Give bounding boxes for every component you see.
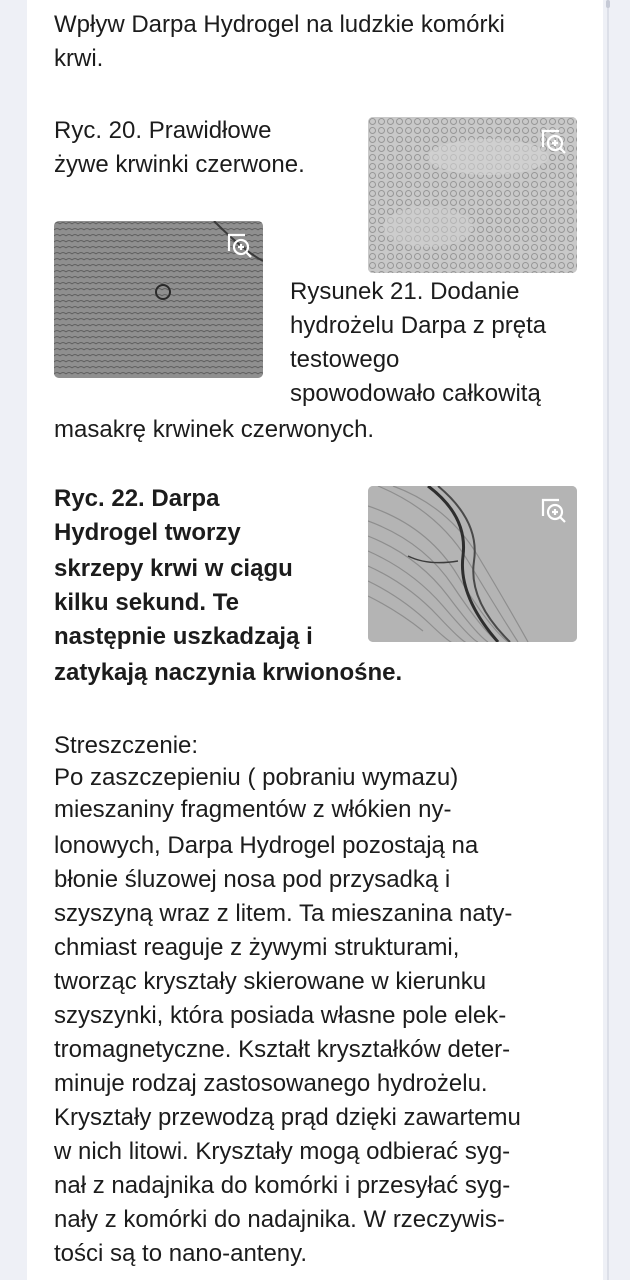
summary-line: Kryształy przewodzą prąd dzięki zawartemu — [54, 1104, 521, 1131]
fig22-caption-line-2: Hydrogel tworzy — [54, 519, 241, 546]
summary-line: lonowych, Darpa Hydrogel pozostają na — [54, 832, 479, 859]
summary-line: Po zaszczepieniu ( pobraniu wymazu) — [54, 764, 459, 791]
fig21-image[interactable] — [54, 221, 263, 378]
fig22-caption-line-6: zatykają naczynia krwionośne. — [54, 659, 403, 686]
fig21-caption-line-4: spowodowało całkowitą — [290, 380, 541, 407]
fig20-caption-line-2: żywe krwinki czerwone. — [54, 151, 305, 178]
summary-line: szyszyną wraz z litem. Ta mieszanina naty- — [54, 900, 513, 927]
summary-line: tości są to nano-anteny. — [54, 1240, 308, 1267]
fig22-caption-line-4: kilku sekund. Te — [54, 589, 239, 616]
summary-line: tworząc kryształy skierowane w kierunku — [54, 968, 487, 995]
fig20-image[interactable] — [368, 117, 577, 273]
summary-heading: Streszczenie: — [54, 732, 199, 759]
summary-line: nał z nadajnika do komórki i przesyłać syg- — [54, 1172, 511, 1199]
article-page — [27, 0, 603, 1280]
fig21-caption-line-1: Rysunek 21. Dodanie — [290, 278, 520, 305]
intro-line-1: Wpływ Darpa Hydrogel na ludzkie komórki — [54, 11, 505, 38]
fig20-caption-line-1: Ryc. 20. Prawidłowe — [54, 117, 272, 144]
summary-line: mieszaniny fragmentów z włókien ny- — [54, 796, 452, 823]
summary-line: błonie śluzowej nosa pod przysadką i — [54, 866, 451, 893]
scrollbar-thumb[interactable] — [606, 0, 610, 8]
fig21-caption-line-2: hydrożelu Darpa z pręta — [290, 312, 547, 339]
intro-line-2: krwi. — [54, 45, 104, 72]
zoom-in-icon[interactable] — [539, 127, 567, 155]
fig22-image[interactable] — [368, 486, 577, 642]
summary-line: minuje rodzaj zastosowanego hydrożelu. — [54, 1070, 488, 1097]
zoom-in-icon[interactable] — [539, 496, 567, 524]
summary-line: chmiast reaguje z żywymi strukturami, — [54, 934, 460, 961]
summary-line: szyszynki, która posiada własne pole elek- — [54, 1002, 507, 1029]
fig22-caption-line-1: Ryc. 22. Darpa — [54, 485, 220, 512]
fig22-caption-line-3: skrzepy krwi w ciągu — [54, 555, 293, 582]
fig21-caption-line-3: testowego — [290, 346, 400, 373]
zoom-in-icon[interactable] — [225, 231, 253, 259]
fig21-caption-tail: masakrę krwinek czerwonych. — [54, 416, 375, 443]
summary-line: nały z komórki do nadajnika. W rzeczywis- — [54, 1206, 505, 1233]
scrollbar-track[interactable] — [607, 0, 609, 1280]
summary-line: w nich litowi. Kryształy mogą odbierać syg- — [54, 1138, 511, 1165]
summary-line: tromagnetyczne. Kształt kryształków deter- — [54, 1036, 511, 1063]
fig22-caption-line-5: następnie uszkadzają i — [54, 623, 313, 650]
